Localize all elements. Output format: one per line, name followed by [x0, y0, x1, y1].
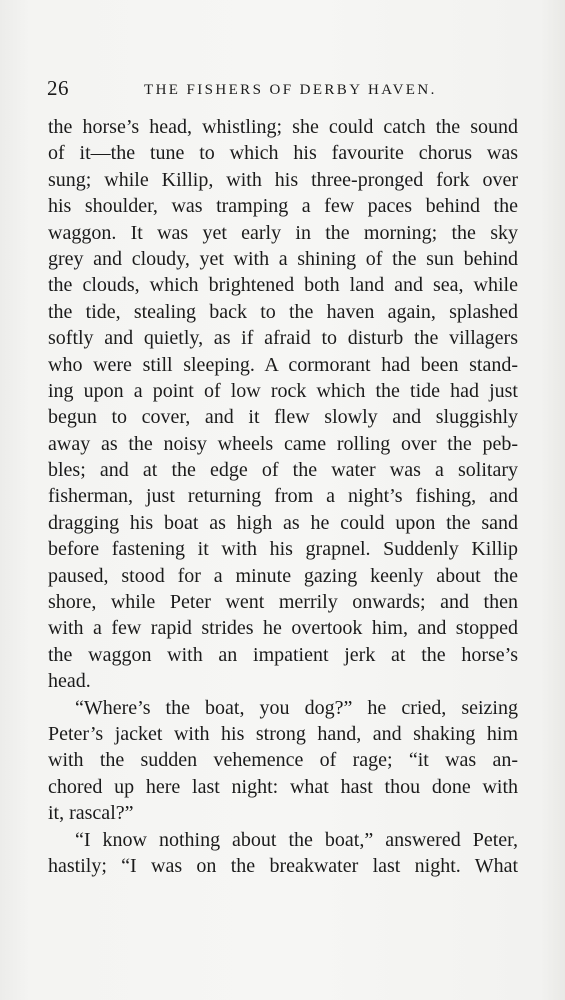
text-line: hastily; “I was on the breakwater last night. What — [48, 854, 518, 877]
text-line: shore, while Peter went merrily onwards; and then — [48, 591, 518, 614]
text-line: who were still sleeping. A cormorant had been stand- — [48, 353, 518, 376]
text-line: fisherman, just returning from a night’s fishing, and — [48, 485, 518, 508]
text-line: with a few rapid strides he overtook him, and stopped — [48, 617, 518, 640]
text-line: bles; and at the edge of the water was a solitary — [48, 459, 518, 482]
page-header — [47, 76, 517, 104]
text-line: “I know nothing about the boat,” answered Peter, — [75, 828, 518, 851]
text-line: with the sudden vehemence of rage; “it was an- — [48, 749, 518, 772]
text-line: before fastening it with his grapnel. Suddenly Killip — [48, 538, 518, 561]
text-line: head. — [48, 670, 91, 693]
text-line: chored up here last night: what hast thou done with — [48, 775, 518, 798]
text-line: away as the noisy wheels came rolling over the peb- — [48, 432, 518, 455]
text-line: dragging his boat as high as he could upon the sand — [48, 511, 518, 534]
text-line: ing upon a point of low rock which the tide had just — [48, 379, 518, 402]
text-line: paused, stood for a minute gazing keenly about the — [48, 564, 518, 587]
text-line: waggon. It was yet early in the morning; the sky — [48, 221, 518, 244]
body-text — [48, 114, 518, 879]
text-line: Peter’s jacket with his strong hand, and shaking him — [48, 722, 518, 745]
text-line: grey and cloudy, yet with a shining of the sun behind — [48, 247, 518, 270]
text-line: the clouds, which brightened both land and sea, while — [48, 274, 518, 297]
text-line: the tide, stealing back to the haven again, splashed — [48, 300, 518, 323]
text-line: begun to cover, and it flew slowly and sluggishly — [48, 406, 518, 429]
text-line: of it—the tune to which his favourite chorus was — [48, 142, 518, 165]
text-line: the horse’s head, whistling; she could catch the sound — [48, 116, 518, 138]
text-line: “Where’s the boat, you dog?” he cried, seizing — [75, 696, 518, 719]
text-line: his shoulder, was tramping a few paces behind the — [48, 195, 518, 218]
running-head: THE FISHERS OF DERBY HAVEN. — [144, 82, 437, 98]
page-number: 26 — [47, 76, 69, 100]
text-line: it, rascal?” — [48, 802, 134, 825]
text-line: the waggon with an impatient jerk at the horse’s — [48, 643, 518, 666]
text-line: sung; while Killip, with his three-pronged fork over — [48, 168, 518, 191]
text-line: softly and quietly, as if afraid to disturb the villagers — [48, 327, 518, 350]
